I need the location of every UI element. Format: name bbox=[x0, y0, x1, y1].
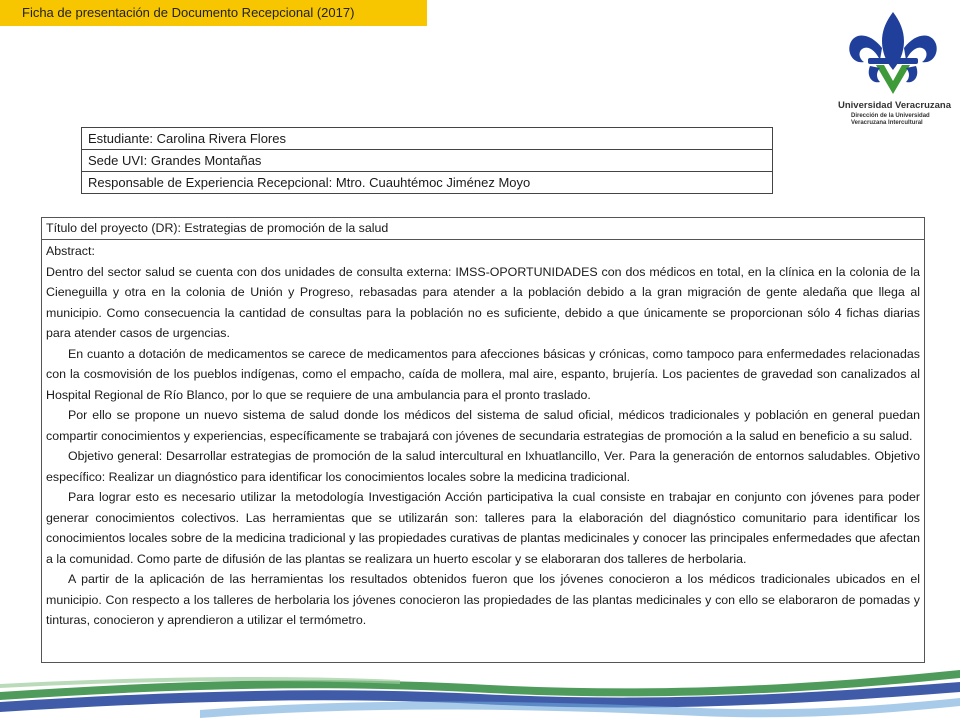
table-row bbox=[82, 128, 773, 150]
abstract-paragraph: Por ello se propone un nuevo sistema de salud donde los médicos del sistema de salud oficial, médicos tradicionales y población en general puedan compartir conocimientos y experiencias, específicamente se trabajará con jóvenes de secundaria estrategias de promoción a la salud en beneficio a su salud. bbox=[46, 408, 920, 443]
university-subtitle-line1: Dirección de la Universidad bbox=[851, 113, 930, 119]
student-info-table bbox=[81, 127, 773, 194]
table-row bbox=[82, 150, 773, 172]
abstract-section bbox=[42, 240, 924, 631]
header-banner-title: Ficha de presentación de Documento Recepcional (2017) bbox=[22, 5, 355, 20]
university-name: Universidad Veracruzana bbox=[838, 100, 951, 111]
abstract-paragraph: En cuanto a dotación de medicamentos se carece de medicamentos para afecciones básicas y crónicas, como tampoco para enfermedades relacionadas con la cosmovisión de los pueblos indígenas, como el empacho, caída de mollera, mal aire, espanto, brujería. Los pacientes de gravedad son canalizados al Hospital Regional de Río Blanco, por lo que se requiere de una ambulancia para el pronto traslado. bbox=[46, 346, 920, 402]
university-logo bbox=[836, 10, 950, 130]
campus-cell: Sede UVI: Grandes Montañas bbox=[82, 150, 773, 172]
abstract-paragraph: Para lograr esto es necesario utilizar la metodología Investigación Acción participativa la cual consiste en trabajar en conjunto con jóvenes para poder generar conocimientos colectivos. Las herramientas que se utilizarán son: talleres para la elaboración del diagnóstico comunitario para identificar los conocimientos locales sobre de la medicina tradicional y las propiedades curativas de plantas medicinales y conocer las principales enfermedades que afectan a la comunidad. Como parte de difusión de las plantas se realizara un huerto escolar y se elaboraran dos talleres de herbolaria. bbox=[46, 490, 920, 566]
advisor-cell: Responsable de Experiencia Recepcional: Mtro. Cuauhtémoc Jiménez Moyo bbox=[82, 172, 773, 194]
header-banner bbox=[0, 0, 427, 26]
project-title: Título del proyecto (DR): Estrategias de promoción de la salud bbox=[42, 218, 924, 240]
abstract-label: Abstract: bbox=[46, 244, 95, 258]
abstract-paragraph: Dentro del sector salud se cuenta con dos unidades de consulta externa: IMSS-OPORTUNIDADES con dos médicos en total, en la clínica en la colonia de la Cieneguilla y otra en la colonia de Unión y Progreso, rebasadas para atender a la población debido a la gran migración de gente aledaña que llega al municipio. Como consecuencia la cantidad de consultas para la población no es suficiente, debido a que únicamente se proporcionan sólo 4 fichas diarias para atender casos de urgencias. bbox=[46, 264, 920, 340]
table-row bbox=[82, 172, 773, 194]
university-subtitle bbox=[851, 113, 951, 127]
abstract-paragraph: A partir de la aplicación de las herramientas los resultados obtenidos fueron que los jóvenes conocieron a los médicos tradicionales ubicados en el municipio. Con respecto a los talleres de herbolaria los jóvenes conocieron las propiedades de las plantas medicinales y con ello se elaboraron de pomadas y tinturas, conocieron y aprendieron a utilizar el termómetro. bbox=[46, 572, 920, 627]
decorative-stripes bbox=[0, 662, 960, 720]
fleur-de-lis-icon bbox=[836, 10, 950, 102]
abstract-paragraph: Objetivo general: Desarrollar estrategias de promoción de la salud intercultural en Ixhuatlancillo, Ver. Para la generación de entornos saludables. Objetivo específico: Realizar un diagnóstico para identificar los conocimientos locales sobre la medicina tradicional. bbox=[46, 449, 920, 484]
university-subtitle-line2: Veracruzana Intercultural bbox=[851, 120, 923, 126]
project-summary-box bbox=[41, 217, 925, 663]
student-name-cell: Estudiante: Carolina Rivera Flores bbox=[82, 128, 773, 150]
